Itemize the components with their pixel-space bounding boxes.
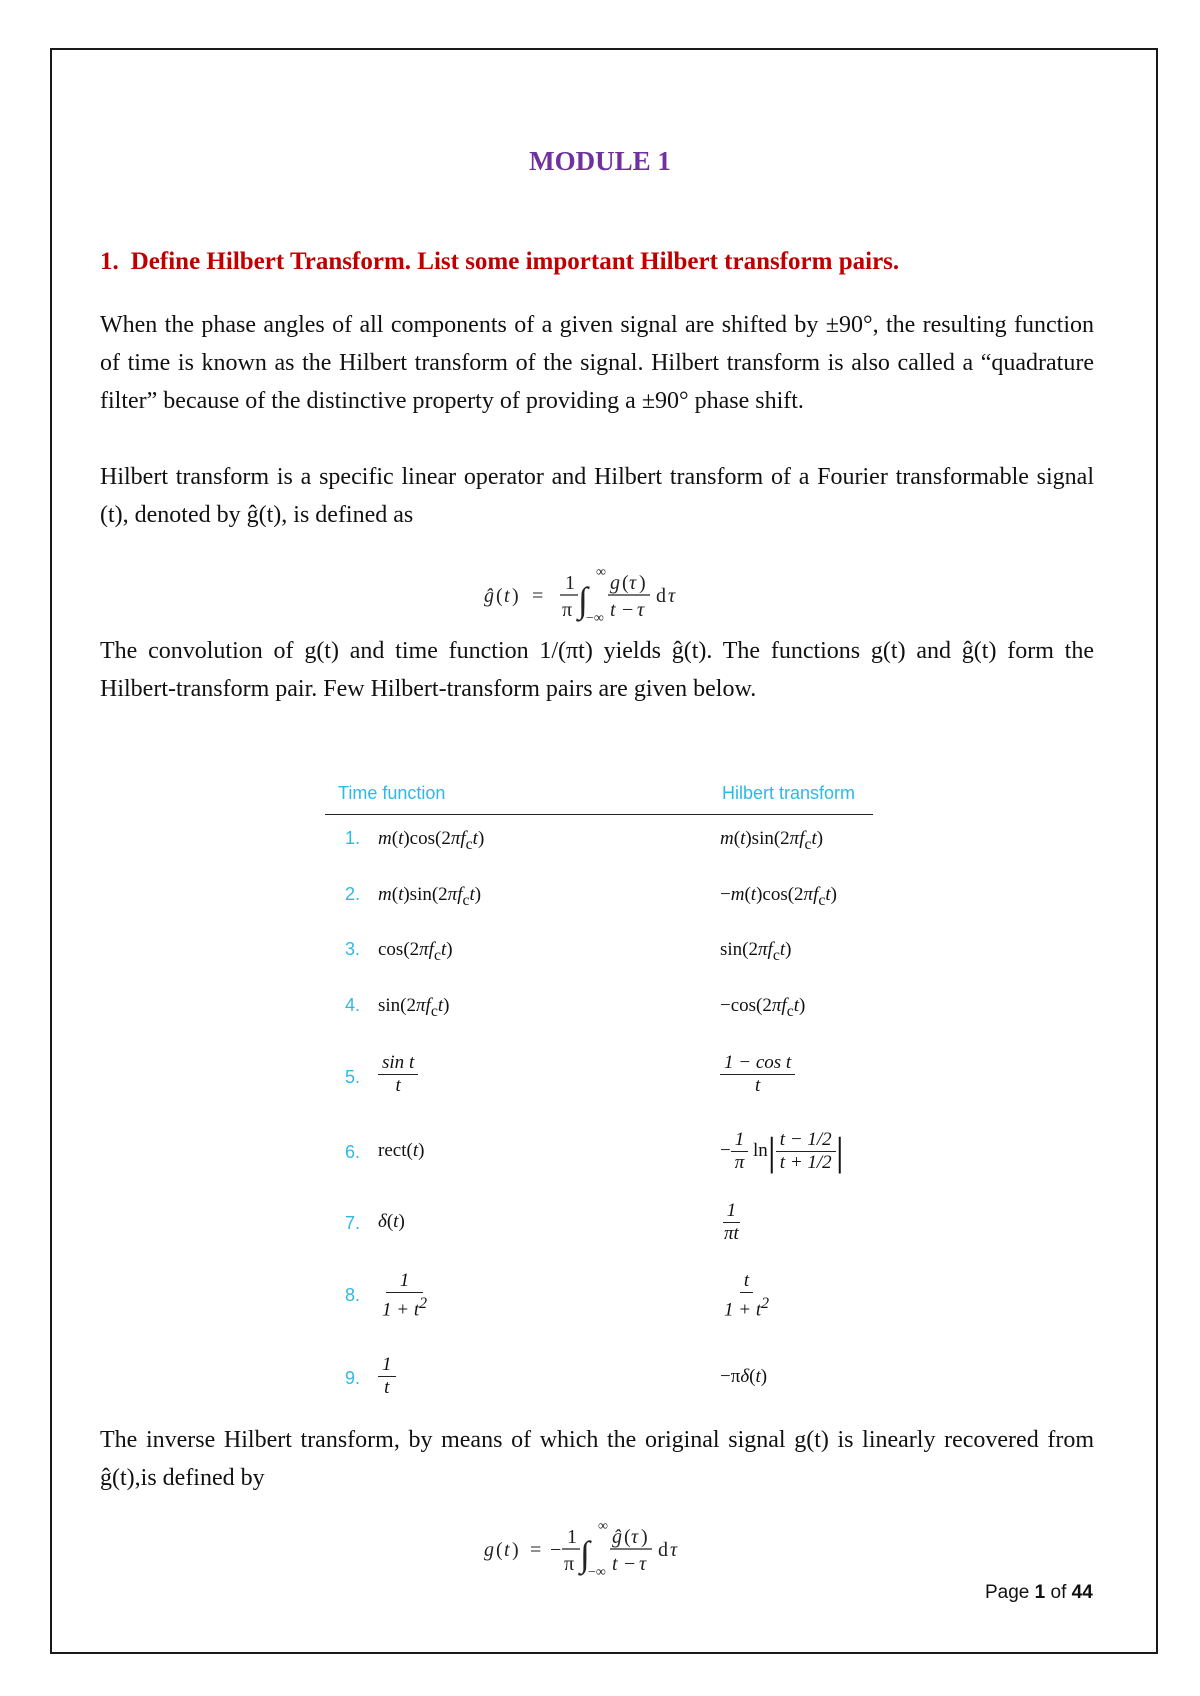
paragraph-definition <box>100 306 1094 420</box>
row-time-function: rect(t) <box>378 1140 425 1161</box>
row-time-function: $\frac{\text{sin t}}{t}$ <box>378 1052 418 1097</box>
row-number: 9. <box>345 1368 361 1388</box>
formula-inverse <box>0 1512 1200 1587</box>
svg-text:∞: ∞ <box>598 1519 608 1534</box>
svg-text:d: d <box>656 585 666 607</box>
svg-text:−∞: −∞ <box>588 1565 606 1580</box>
row-number: 6. <box>345 1142 361 1162</box>
row-hilbert: $-\cos(2\pi f_ct)$ <box>720 995 806 1020</box>
row-time-function: $\frac{1}{t}$ <box>378 1354 396 1399</box>
svg-text:τ: τ <box>668 585 676 607</box>
page-label: Page <box>985 1582 1030 1603</box>
page-current: 1 <box>1034 1582 1046 1603</box>
header-time-function: Time function <box>338 783 446 803</box>
module-title: MODULE 1 <box>529 146 671 176</box>
svg-text:∫: ∫ <box>578 580 588 620</box>
pairs-table-header <box>325 780 873 815</box>
paragraph-1: When the phase angles of all components of a given signal are shifted by ±90°, the resulting function of time is known as the Hilbert transform of the signal. Hilbert transform is also called a “quadrature filter” because of the distinctive property of providing a ±90° phase shift. <box>100 312 1094 414</box>
svg-text:−: − <box>624 1553 636 1575</box>
paragraph-3: The convolution of g(t) and time function 1/(πt) yields ĝ(t). The functions g(t) and ĝ(t) form the Hilbert-transform pair. Few Hilbert-transform pairs are given below. <box>100 638 1094 702</box>
svg-text:t: t <box>504 1539 510 1561</box>
paragraph-inverse <box>100 1421 1094 1497</box>
row-hilbert: $\frac{\text{1 − cos t}}{t}$ <box>720 1052 795 1097</box>
row-hilbert: $\frac{1}{\pi t}$ <box>724 1200 739 1244</box>
question-number: 1. <box>100 248 119 275</box>
row-hilbert: −πδ(t) <box>720 1366 768 1387</box>
row-number: 4. <box>345 995 361 1015</box>
svg-text:=: = <box>530 1539 542 1561</box>
svg-text:τ: τ <box>637 599 645 621</box>
row-time-function: $\frac{1}{1 + t^2}$ <box>382 1270 428 1321</box>
svg-text:∫: ∫ <box>580 1534 590 1574</box>
formula-inverse-graphic <box>480 1512 720 1582</box>
svg-text:ĝ: ĝ <box>484 585 494 607</box>
question-text: Define Hilbert Transform. List some important Hilbert transform pairs. <box>130 248 900 275</box>
page-border <box>50 48 1158 1654</box>
svg-text:t: t <box>612 1553 618 1575</box>
svg-text:(: ( <box>622 572 629 594</box>
paragraph-convolution <box>100 632 1094 708</box>
svg-text:): ) <box>641 1526 648 1548</box>
paragraph-2: Hilbert transform is a specific linear operator and Hilbert transform of a Fourier transformable signal (t), denoted by ĝ(t), is defined as <box>100 464 1094 528</box>
svg-text:−∞: −∞ <box>586 611 604 626</box>
row-time-function: δ(t) <box>378 1211 405 1232</box>
svg-text:d: d <box>658 1539 668 1561</box>
row-number: 8. <box>345 1285 361 1305</box>
header-hilbert-transform: Hilbert transform <box>722 783 856 803</box>
svg-text:1: 1 <box>567 1526 577 1548</box>
svg-text:(: ( <box>624 1526 631 1548</box>
row-hilbert: $m(t)\sin(2\pi f_ct)$ <box>720 828 824 853</box>
formula-hilbert-graphic <box>480 558 720 628</box>
question-heading <box>100 248 899 276</box>
svg-text:∞: ∞ <box>596 565 606 580</box>
page-number <box>985 1582 1093 1604</box>
row-number: 7. <box>345 1213 361 1233</box>
svg-text:(: ( <box>496 585 503 607</box>
svg-text:): ) <box>512 1539 519 1561</box>
svg-text:=: = <box>532 585 544 607</box>
svg-text:1: 1 <box>565 572 575 594</box>
svg-text:τ: τ <box>639 1553 647 1575</box>
row-number: 3. <box>345 939 361 959</box>
row-time-function: $\sin(2\pi f_ct)$ <box>378 995 450 1020</box>
svg-text:−: − <box>622 599 634 621</box>
svg-text:(: ( <box>496 1539 503 1561</box>
row-hilbert: $\sin(2\pi f_ct)$ <box>720 939 792 964</box>
svg-text:g: g <box>484 1539 494 1561</box>
paragraph-operator <box>100 458 1094 534</box>
row-hilbert: $-m(t)\cos(2\pi f_ct)$ <box>720 884 837 909</box>
row-hilbert: $\frac{t}{1 + t^2}$ <box>724 1270 770 1321</box>
svg-text:): ) <box>512 585 519 607</box>
page-of: of <box>1050 1582 1067 1603</box>
svg-text:t: t <box>504 585 510 607</box>
page-total: 44 <box>1071 1582 1093 1603</box>
svg-text:): ) <box>639 572 646 594</box>
svg-text:g: g <box>610 572 620 594</box>
row-number: 2. <box>345 884 361 904</box>
row-number: 1. <box>345 828 361 848</box>
svg-text:t: t <box>610 599 616 621</box>
row-hilbert: − $\frac{1}{\pi}$ ln| $\frac{t - 1/2}{t + 1/2}$ | <box>720 1129 844 1174</box>
svg-text:τ: τ <box>670 1539 678 1561</box>
row-time-function: $m(t)\cos(2\pi f_ct)$ <box>378 828 485 853</box>
svg-text:−: − <box>550 1539 562 1561</box>
formula-hilbert <box>0 558 1200 633</box>
svg-text:τ: τ <box>631 1526 639 1548</box>
row-number: 5. <box>345 1067 361 1087</box>
paragraph-4: The inverse Hilbert transform, by means of which the original signal g(t) is linearly recovered from ĝ(t),is defined by <box>100 1427 1094 1491</box>
row-time-function: $\cos(2\pi f_ct)$ <box>378 939 453 964</box>
svg-text:π: π <box>564 1553 575 1575</box>
svg-text:π: π <box>562 599 573 621</box>
svg-text:ĝ: ĝ <box>612 1526 622 1548</box>
svg-text:τ: τ <box>629 572 637 594</box>
row-time-function: $m(t)\sin(2\pi f_ct)$ <box>378 884 482 909</box>
